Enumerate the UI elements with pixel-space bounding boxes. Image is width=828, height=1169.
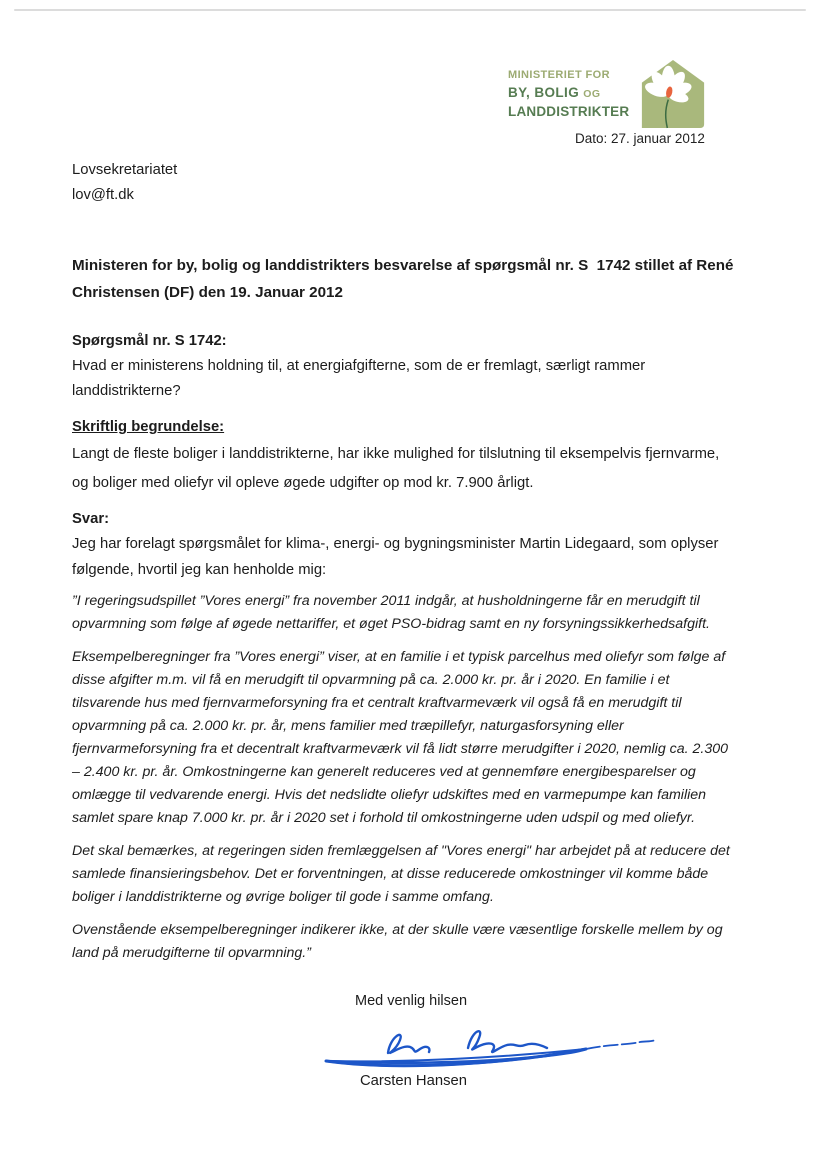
quote-paragraph: Det skal bemærkes, at regeringen siden fremlæggelsen af "Vores energi" har arbejdet på at reducere det samlede finansieringsbehov. Det er forventningen, at disse reducerede omkostninger vil komme både boliger i landdistrikterne og øvrige boliger til gode i samme omfang. — [72, 843, 730, 905]
ministry-wordmark — [508, 58, 634, 121]
ministry-logo — [508, 58, 708, 136]
question-text: Hvad er ministerens holdning til, at energiafgifterne, som de er fremlagt, særligt rammer landdistrikterne? — [72, 358, 646, 399]
question-heading: Spørgsmål nr. S 1742: — [72, 333, 227, 349]
date-line: Dato: 27. januar 2012 — [575, 131, 705, 146]
ministry-name-bold: BY, BOLIG — [508, 85, 580, 100]
salutation-text: Med venlig hilsen — [355, 993, 468, 1009]
justification-text: Langt de fleste boliger i landdistrikterne, har ikke mulighed for tilslutning til eksempelvis fjernvarme, og boliger med oliefyr vil opleve øgede udgifter op mod kr. 7.900 årligt. — [72, 446, 720, 491]
handwritten-signature — [318, 1007, 658, 1078]
letter-title: Ministeren for by, bolig og landdistrikters besvarelse af spørgsmål nr. S 1742 stillet af René Christensen (DF) den 19. Januar 2012 — [72, 257, 738, 301]
quote-paragraph: Ovenstående eksempelberegninger indikerer ikke, at der skulle være væsentlige forskelle mellem by og land på merudgifterne til opvarmning.” — [72, 922, 723, 961]
ministry-name-line2 — [508, 84, 634, 103]
scan-artifact-line — [14, 9, 806, 11]
closing-block — [72, 989, 738, 1159]
answer-intro-text: Jeg har forelagt spørgsmålet for klima-, energi- og bygningsminister Martin Lidegaard, som oplyser følgende, hvortil jeg kan henholde mig: — [72, 536, 719, 578]
quote-paragraph: Eksempelberegninger fra ”Vores energi” viser, at en familie i et typisk parcelhus med oliefyr som følge af disse afgifter m.m. vil få en merudgift til opvarmning på ca. 2.000 kr. pr. år i 2020. En familie i et tilsvarende hus med fjernvarmeforsyning fra et centralt kraftvarmeværk vil også få en merudgift til opvarmning på ca. 2.000 kr. pr. år, mens familier med træpillefyr, naturgasforsyning eller fjernvarmeforsyning fra et decentralt kraftvarmeværk vil få lidt større merudgifter i 2020, nemlig ca. 2.300 – 2.400 kr. pr. år. Omkostningerne kan generelt reduceres ved at gennemføre energibesparelser og omlægge til vedvarende energi. Hvis det nedslidte oliefyr udskiftes med en varmepumpe kan familien samlet spare knap 7.000 kr. pr. år i 2020 set i forhold til omkostningerne uden udspil og med oliefyr. — [72, 649, 729, 826]
recipient-name: Lovsekretariatet — [72, 162, 178, 178]
ministry-name-og: OG — [583, 88, 601, 100]
justification-heading: Skriftlig begrundelse: — [72, 419, 225, 435]
quote-paragraph: ”I regeringsudspillet ”Vores energi” fra november 2011 indgår, at husholdningerne får en merudgift til opvarmning som følge af øgede nettariffer, et øget PSO-bidrag samt en ny forsyningssikkerhedsafgift. — [72, 593, 710, 632]
quoted-minister-statement — [72, 590, 738, 965]
answer-heading: Svar: — [72, 511, 110, 527]
recipient-email: lov@ft.dk — [72, 187, 134, 203]
ministry-name-line1: MINISTERIET FOR — [508, 69, 610, 81]
signatory-name: Carsten Hansen — [360, 1073, 467, 1089]
recipient-block — [72, 158, 738, 208]
ministry-name-line3: LANDDISTRIKTER — [508, 104, 630, 119]
house-flower-logo-icon — [640, 58, 706, 135]
